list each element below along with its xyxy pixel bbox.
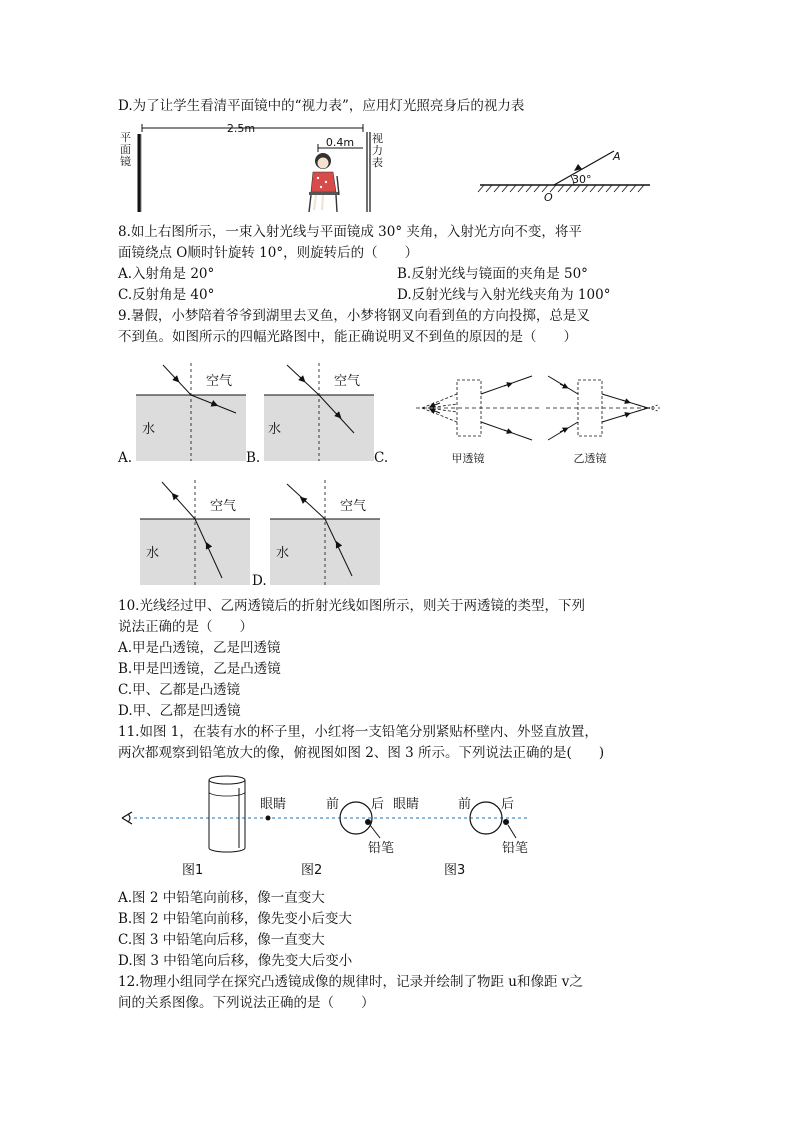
refraction-option-b: B. — [246, 450, 261, 466]
angle-label: 30° — [572, 173, 592, 186]
q11-option-a: A.图 2 中铅笔向前移，像一直变大 — [118, 890, 325, 906]
pencil-label-fig2: 铅笔 — [368, 841, 395, 856]
lens-jia-label: 甲透镜 — [451, 452, 485, 465]
point-a-label: A — [613, 150, 621, 163]
figure-1-label: 图1 — [182, 863, 204, 878]
seated-girl-illustration — [309, 153, 339, 212]
eye-icon — [122, 812, 132, 824]
q8-line-1: 8.如上右图所示，一束入射光线与平面镜成 30° 夹角，入射光方向不变，将平 — [118, 224, 582, 240]
q11-option-c: C.图 3 中铅笔向后移，像一直变大 — [118, 932, 325, 948]
air-label-b: 空气 — [334, 374, 361, 389]
q11-option-b: B.图 2 中铅笔向前移，像先变小后变大 — [118, 911, 352, 927]
chart-label-2: 力 — [372, 144, 383, 157]
eye-test-figure — [118, 120, 388, 215]
q10-option-b: B.甲是凹透镜，乙是凸透镜 — [118, 661, 281, 677]
refraction-option-c: C. — [374, 450, 389, 466]
pencil-label-fig3: 铅笔 — [502, 841, 529, 856]
lens-yi-label: 乙透镜 — [573, 452, 607, 465]
q11-option-d: D.图 3 中铅笔向后移，像先变大后变小 — [118, 953, 353, 969]
point-o-label: O — [544, 191, 553, 204]
front-label-fig2: 前 — [326, 797, 340, 812]
chart-label-1: 视 — [372, 132, 383, 145]
q8-line-2: 面镜绕点 O顺时针旋转 10°，则旋转后的（ ） — [118, 245, 419, 261]
q12-line-1: 12.物理小组同学在探究凸透镜成像的规律时，记录并绘制了物距 u和像距 v之 — [118, 974, 583, 990]
chart-label-3: 表 — [372, 156, 383, 169]
q9-line-1: 9.暑假，小梦陪着爷爷到湖里去叉鱼，小梦将钢叉向看到鱼的方向投掷，总是叉 — [118, 308, 590, 324]
water-label-c: 水 — [146, 546, 160, 561]
refraction-figures-cd — [130, 474, 386, 588]
q8-option-c: C.反射角是 40° — [118, 287, 215, 303]
option-d-previous: D.为了让学生看清平面镜中的“视力表”，应用灯光照亮身后的视力表 — [118, 98, 525, 114]
q8-option-b: B.反射光线与镜面的夹角是 50° — [397, 266, 588, 282]
q12-line-2: 间的关系图像。下列说法正确的是（ ） — [118, 995, 375, 1011]
water-label-b: 水 — [268, 422, 282, 437]
air-label-d: 空气 — [340, 499, 367, 514]
q10-option-a: A.甲是凸透镜，乙是凹透镜 — [118, 640, 281, 656]
back-label-fig3: 后 — [501, 797, 515, 812]
q10-line-2: 说法正确的是（ ） — [118, 619, 253, 635]
refraction-option-d: D. — [252, 573, 267, 589]
q11-line-2: 两次都观察到铅笔放大的像，俯视图如图 2、图 3 所示。下列说法正确的是( ) — [118, 745, 605, 761]
air-label-c: 空气 — [210, 499, 237, 514]
figure-3-label: 图3 — [444, 863, 466, 878]
q10-option-c: C.甲、乙都是凸透镜 — [118, 682, 241, 698]
eye-label-fig3: 眼睛 — [393, 797, 420, 812]
q8-option-a: A.入射角是 20° — [118, 266, 215, 282]
q10-line-1: 10.光线经过甲、乙两透镜后的折射光线如图所示，则关于两透镜的类型，下列 — [118, 598, 585, 614]
q9-line-2: 不到鱼。如图所示的四幅光路图中，能正确说明叉不到鱼的原因的是（ ） — [118, 329, 577, 345]
mirror-angle-figure — [470, 145, 660, 205]
refraction-option-a: A. — [118, 450, 133, 466]
distance-total: 2.5m — [226, 122, 256, 135]
water-label-a: 水 — [142, 422, 156, 437]
q8-option-d: D.反射光线与入射光线夹角为 100° — [397, 287, 611, 303]
mirror-label-3: 镜 — [120, 155, 131, 168]
water-label-d: 水 — [276, 546, 290, 561]
q10-option-d: D.甲、乙都是凹透镜 — [118, 703, 241, 719]
distance-small: 0.4m — [325, 136, 355, 149]
cup-pencil-figure — [118, 770, 538, 882]
mirror-label-2: 面 — [120, 143, 131, 156]
lens-figures — [410, 368, 670, 468]
mirror-label-1: 平 — [120, 131, 131, 144]
figure-2-label: 图2 — [301, 863, 323, 878]
q11-line-1: 11.如图 1，在装有水的杯子里，小红将一支铅笔分别紧贴杯壁内、外竖直放置， — [118, 724, 598, 740]
front-label-fig3: 前 — [458, 797, 472, 812]
back-label-fig2: 后 — [371, 797, 385, 812]
air-label-a: 空气 — [206, 374, 233, 389]
eye-label-fig2: 眼睛 — [260, 797, 287, 812]
